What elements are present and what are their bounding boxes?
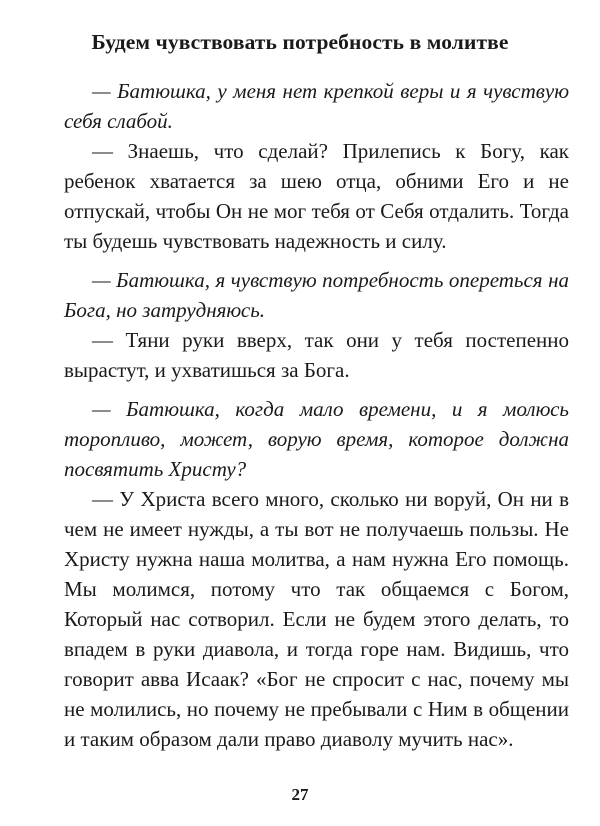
answer-paragraph-1: — Знаешь, что сделай? Прилепись к Богу, как ребенок хватается за шею отца, обними Его и не отпускай, чтобы Он не мог тебя от Себя отдалить. Тогда ты будешь чувствовать надежность и силу. xyxy=(64,139,569,253)
answer-paragraph-3: — У Христа всего много, сколько ни воруй, Он ни в чем не имеет нужды, а ты вот не получаешь пользы. Не Христу нужна наша молитва, а нам нужна Его помощь. Мы молимся, потому что так общаемся с Богом, Который нас сотворил. Если не будем этого делать, то впадем в руки диавола, и тогда горе нам. Видишь, что говорит авва Исаак? «Бог не спросит с нас, почему мы не молились, но почему не пребывали с Ним в общении и таким образом дали право диаволу мучить нас». xyxy=(64,487,569,751)
body-text xyxy=(64,76,569,754)
page-title: Будем чувствовать потребность в молитве xyxy=(91,30,509,54)
question-paragraph-3: — Батюшка, когда мало времени, и я молюсь торопливо, может, ворую время, которое должна посвятить Христу? xyxy=(64,397,569,481)
question-paragraph-1: — Батюшка, у меня нет крепкой веры и я чувствую себя слабой. xyxy=(64,79,569,133)
question-paragraph-2: — Батюшка, я чувствую потребность опереться на Бога, но затрудняюсь. xyxy=(64,268,569,322)
page-number: 27 xyxy=(291,785,309,804)
answer-paragraph-2: — Тяни руки вверх, так они у тебя постепенно вырастут, и ухватишься за Бога. xyxy=(64,328,569,382)
